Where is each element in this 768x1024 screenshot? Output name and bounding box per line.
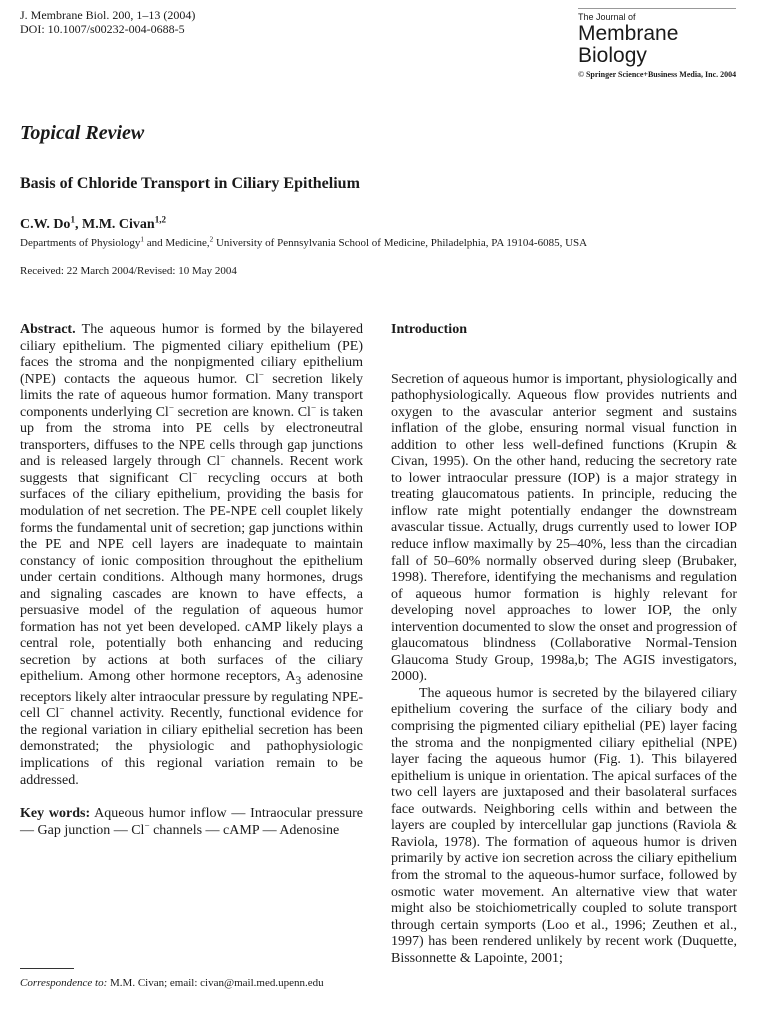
author-affil-sup: 1,2 xyxy=(154,214,167,225)
abstract-text: is taken up from the stroma into PE cells by electroneutral transporters, diffuses to the NPE cells through gap junctions and is released largely through Cl xyxy=(20,404,363,470)
paragraph: The aqueous humor is secreted by the bilayered ciliary epithelium covering the surface of the ciliary body and comprising the pigmented ciliary epithelial (PE) layer facing the stroma and the nonpigmented ciliary epithelial (NPE) layer facing the aqueous humor (Fig. 1). This bilayered epithelium is unique in orientation. The apical surfaces of the two cell layers are juxtaposed and their basolateral surfaces face outwards. Neighboring cells within and between the layers are coupled by intercellular gap junctions (Raviola & Raviola, 1978). The formation of aqueous humor is driven primarily by active ion secretion across the ciliary epithelium from the stromal to the aqueous-humor surface, followed by osmotic water movement. An alternative view that water might also be stoichiometrically coupled to solute transport through certain symports (Loo et al., 1996; Zeuthen et al., 1997) has been rendered unlikely by recent work (Duquette, Bissonnette & Lapointe, 2001; xyxy=(391,685,737,966)
affiliation xyxy=(20,236,587,250)
correspondence-footnote xyxy=(20,976,363,991)
author-affil-sup: 1 xyxy=(70,214,75,225)
abstract-text: The aqueous humor is formed by the bilayered ciliary epithelium. The pigmented ciliary epithelium (PE) faces the stroma and the nonpigmented ciliary epithelium (NPE) contacts the aqueous humor. Cl xyxy=(20,322,363,387)
minus-sup: − xyxy=(192,468,198,479)
abstract-text: channels. Recent work suggests that significant Cl xyxy=(20,454,363,486)
minus-sup: − xyxy=(168,402,174,413)
subscript: 3 xyxy=(295,674,302,688)
article-title: Basis of Chloride Transport in Ciliary Epithelium xyxy=(20,175,360,192)
abstract-text: secretion likely limits the rate of aqueous humor formation. Many transport components underlying Cl xyxy=(20,371,363,420)
minus-sup: − xyxy=(258,368,264,379)
paragraph: Secretion of aqueous humor is important, physiologically and pathophysiologically. Aqueous flow provides nutrients and oxygen to the avascular anterior segment and sustains inflation of the globe, ensuring normal visual function in addition to other less well-defined functions (Krupin & Civan, 1995). On the other hand, reducing the secretory rate to lower intraocular pressure (IOP) is a major strategy in treating glaucomatous patients. In principle, reducing the inflow rate might potentially endanger the downstream avascular tissue. Actually, drugs currently used to lower IOP reduce inflow maximally by 25–40%, less than the circadian fall of 50–60% normally observed during sleep (Brubaker, 1998). Therefore, identifying the mechanisms and regulation of aqueous humor formation is highly relevant for developing novel approaches to lower IOP, the only intervention documented to slow the onset and progression of glaucomatous blindness (Collaborative Normal-Tension Glaucoma Study Group, 1998a,b; The AGIS investigators, 2000). xyxy=(391,371,737,685)
journal-name-line2: Biology xyxy=(578,44,647,67)
citation-doi[interactable]: DOI: 10.1007/s00232-004-0688-5 xyxy=(20,22,185,36)
keywords-text: Aqueous humor inflow — Intraocular pressure — Gap junction — Cl xyxy=(20,806,363,838)
keywords-text: channels — cAMP — Adenosine xyxy=(149,822,340,838)
journal-logo xyxy=(578,12,758,79)
abstract-text: secretion are known. Cl xyxy=(173,404,311,420)
copyright: © Springer Science+Business Media, Inc. 2004 xyxy=(578,70,737,79)
abstract xyxy=(20,322,363,789)
minus-sup: − xyxy=(310,402,317,413)
affiliation-text: and Medicine, xyxy=(143,237,210,249)
minus-sup: − xyxy=(144,820,150,830)
keywords-label: Key words: xyxy=(20,806,91,822)
section-label: Topical Review xyxy=(20,122,145,144)
abstract-text: recycling occurs at both surfaces of the ciliary epithelium, providing the basis for modulation of net secretion. The PE-NPE cell couplet likely forms the fundamental unit of secretion; gap junctions within the PE and NPE cell layers are inadequate to maintain constancy of ionic composition throughout the epithelium under certain conditions. Although many hormones, drugs and signaling cascades are known to have effects, a persuasive model of the regulation of aqueous humor formation has not yet been developed. cAMP likely plays a central role, potentially both enhancing and reducing secretion by actions at both surfaces of the ciliary epithelium. Among other hormone receptors, A xyxy=(20,470,364,685)
footnote-text: M.M. Civan; email: civan@mail.med.upenn.edu xyxy=(107,977,324,989)
authors xyxy=(20,214,167,233)
citation-journal: J. Membrane Biol. 200, 1–13 (2004) xyxy=(20,8,196,22)
author-separator: , xyxy=(74,217,82,232)
introduction-column xyxy=(391,322,737,967)
abstract-text: channel activity. Recently, functional evidence for the regional variation in ciliary epithelial secretion has been demonstrated; the physiologic and pathophysiologic implications of this regional variation remain to be addressed. xyxy=(20,706,363,788)
received-dates: Received: 22 March 2004/Revised: 10 May 2004 xyxy=(20,265,237,277)
keywords xyxy=(20,806,363,839)
citation xyxy=(20,8,195,36)
affiliation-sup: 2 xyxy=(209,235,214,244)
footnote-label: Correspondence to: xyxy=(20,977,108,989)
footnote-rule xyxy=(20,968,74,969)
journal-small-text: The Journal of xyxy=(578,12,636,22)
affiliation-text: University of Pennsylvania School of Medicine, Philadelphia, PA 19104-6085, USA xyxy=(213,237,588,249)
abstract-label: Abstract. xyxy=(20,322,76,337)
minus-sup: − xyxy=(59,703,65,714)
author-name: M.M. Civan xyxy=(81,217,155,232)
affiliation-text: Departments of Physiology xyxy=(20,237,141,249)
author-name: C.W. Do xyxy=(20,217,71,232)
journal-name-line1: Membrane xyxy=(578,22,679,45)
abstract-text: adenosine receptors likely alter intraocular pressure by regulating NPE-cell Cl xyxy=(20,669,364,722)
abstract-column xyxy=(20,322,363,839)
minus-sup: − xyxy=(220,451,226,462)
affiliation-sup: 1 xyxy=(140,235,144,244)
header-rule xyxy=(578,8,736,9)
section-heading: Introduction xyxy=(391,322,467,337)
